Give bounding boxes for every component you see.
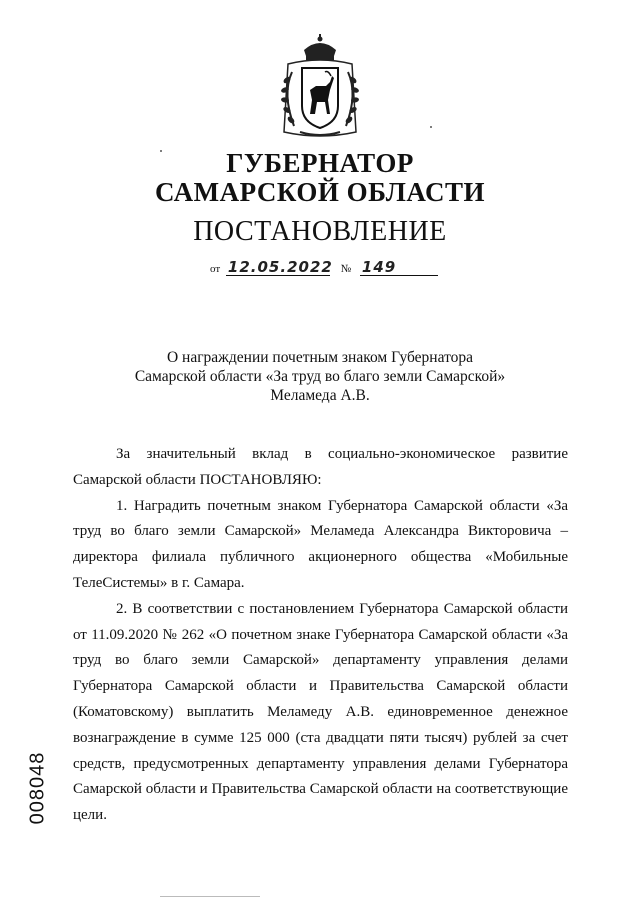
scan-speck [430,126,432,128]
document-date: 12.05.2022 [227,258,333,276]
document-body [73,442,568,829]
body-item-1: 1. Наградить почетным знаком Губернатора Самарской области «За труд во благо земли Самарской» Меламеда Александра Викторовича – директора филиала публичного акционерного общества «Мобильные ТелеСистемы» в г. Самара. [73,497,568,591]
coat-of-arms-icon [270,34,370,142]
body-item-2: 2. В соответствии с постановлением Губернатора Самарской области от 11.09.2020 № 262 «О почетном знаке Губернатора Самарской области «За труд во благо земли Самарской» департаменту управления делами Губернатора Самарской области и Правительства Самарской области (Коматовскому) выплатить Меламеду А.В. единовременное денежное вознаграждение в сумме 125 000 (ста двадцати пяти тысяч) рублей за счет средств, предусмотренных департаменту управления делами Губернатора Самарской области и Правительства Самарской области на соответствующие цели. [73,600,568,824]
date-number-line [210,259,438,279]
subject-line: Меламеда А.В. [270,387,370,404]
document-number: 149 [360,259,438,276]
body-intro-paragraph: За значительный вклад в социально-экономическое развитие Самарской области ПОСТАНОВЛЯЮ: [73,446,568,488]
issuer-title-line2: САМАРСКОЙ ОБЛАСТИ [154,177,486,207]
scan-speck [160,150,162,152]
document-subject [100,348,540,405]
scan-edge-mark [160,896,260,897]
number-label: № [340,263,352,275]
document-type: ПОСТАНОВЛЕНИЕ [193,216,447,247]
subject-line: Самарской области «За труд во благо земли Самарской» [134,368,506,385]
issuer-title-line1: ГУБЕРНАТОР [226,148,414,178]
serial-number: 008048 [26,751,49,825]
serial-number-stamp [18,748,58,828]
subject-line: О награждении почетным знаком Губернатора [166,349,474,366]
date-label: от [210,263,221,275]
